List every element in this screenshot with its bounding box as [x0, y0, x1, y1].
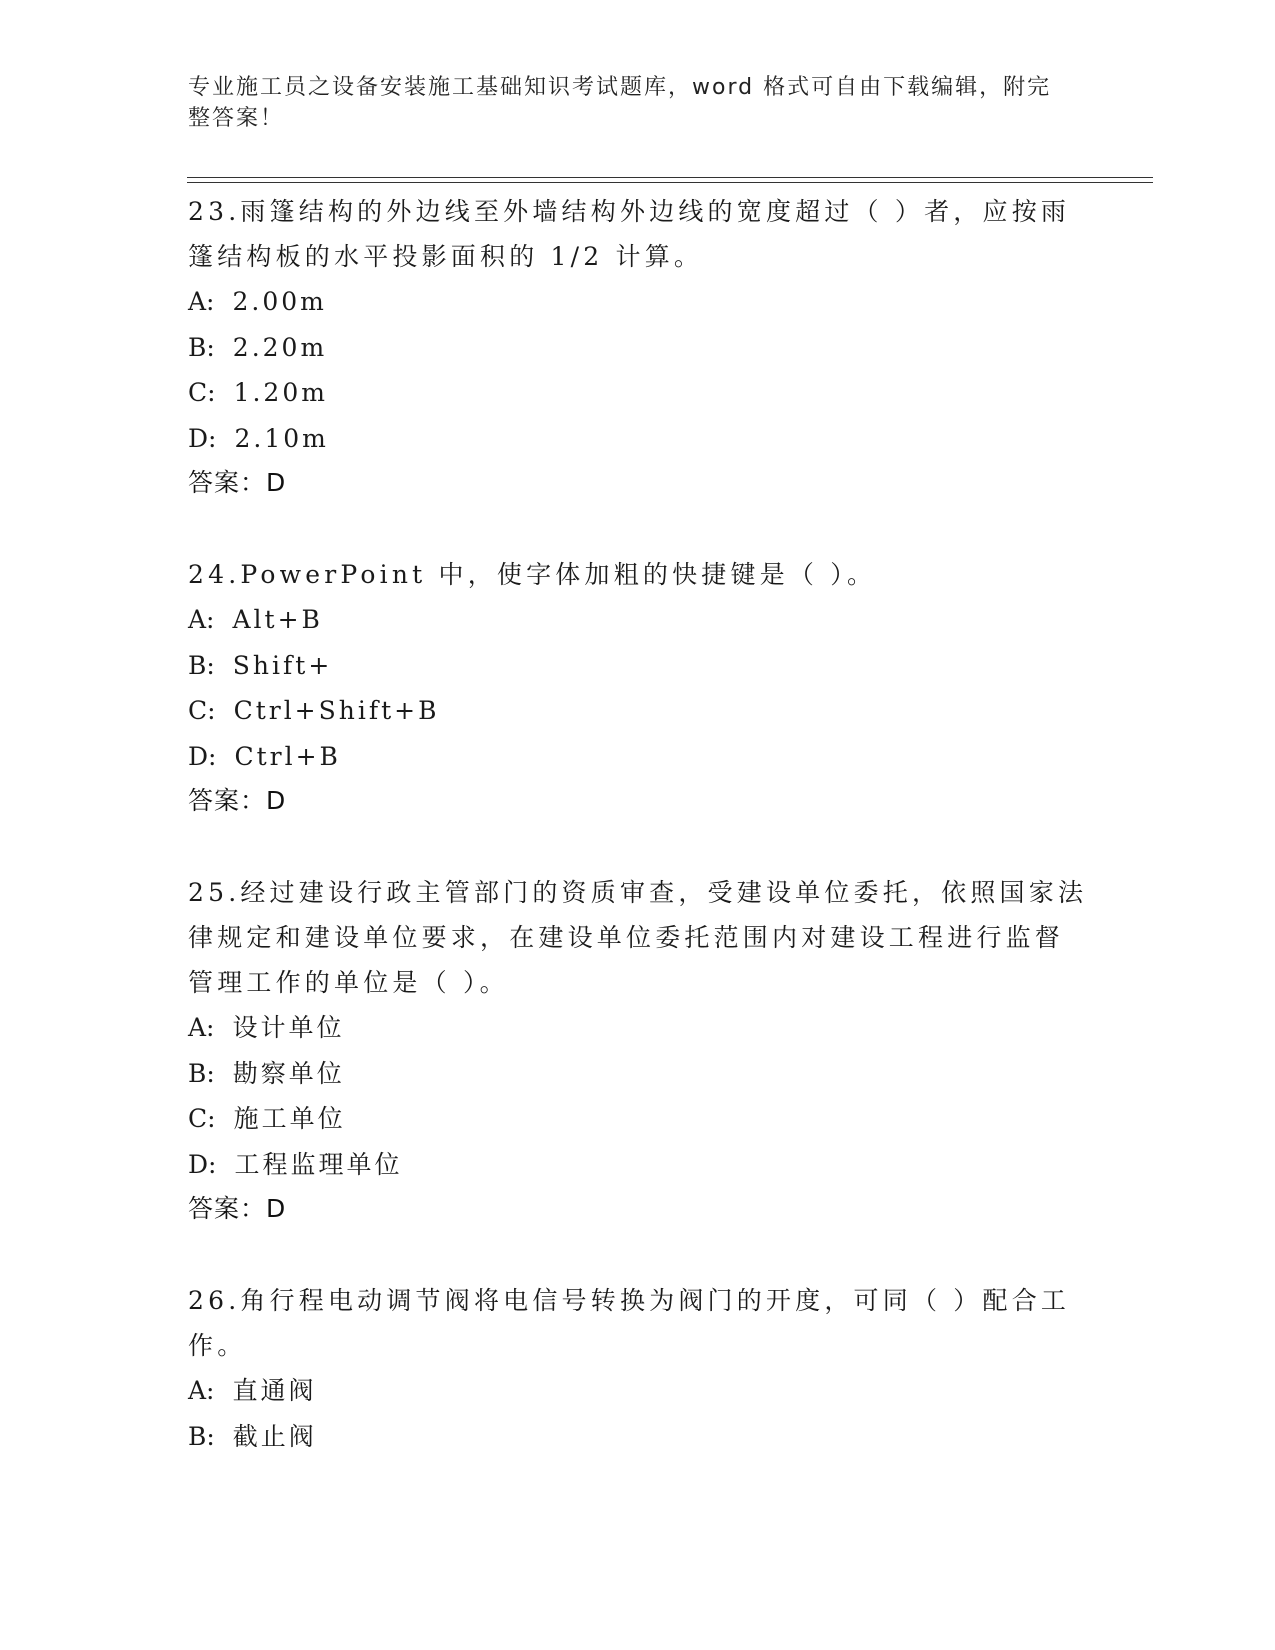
option-letter: A: [188, 1013, 215, 1042]
option-d [188, 416, 1088, 462]
question-stem: 25.经过建设行政主管部门的资质审查，受建设单位委托，依照国家法律规定和建设单位要求，在建设单位委托范围内对建设工程进行监督管理工作的单位是（ ）。 [188, 878, 1088, 997]
answer-line: 答案：D [188, 468, 287, 497]
option-text: 2.10m [234, 423, 329, 453]
answer-line: 答案：D [188, 1194, 287, 1223]
answer-line: 答案：D [188, 786, 287, 815]
option-letter: A: [188, 1376, 215, 1405]
document-header-title: 专业施工员之设备安装施工基础知识考试题库，word 格式可自由下载编辑，附完整答案！ [188, 75, 1052, 131]
question-list [188, 189, 1088, 1459]
option-letter: B: [188, 650, 215, 680]
option-letter: C: [188, 696, 216, 725]
option-letter: C: [188, 1104, 216, 1133]
option-a [188, 279, 1088, 325]
option-b [188, 1051, 1088, 1097]
option-text: 截止阀 [232, 1421, 317, 1451]
option-letter: B: [188, 332, 215, 362]
option-a [188, 597, 1088, 643]
question-26 [188, 1278, 1088, 1459]
question-25 [188, 870, 1088, 1231]
option-letter: D: [188, 423, 217, 453]
option-text: 1.20m [233, 378, 328, 407]
option-letter: B: [188, 1058, 215, 1088]
header-divider-bottom [187, 182, 1153, 183]
question-stem: 26.角行程电动调节阀将电信号转换为阀门的开度，可同（ ）配合工作。 [188, 1286, 1071, 1360]
option-b [188, 643, 1088, 689]
option-text: 工程监理单位 [234, 1149, 403, 1179]
option-d [188, 1142, 1088, 1188]
option-letter: D: [188, 741, 217, 771]
option-text: Ctrl+B [234, 741, 341, 771]
question-24 [188, 552, 1088, 823]
option-text: 2.20m [232, 332, 328, 362]
option-letter: D: [188, 1149, 217, 1179]
header-divider-top [187, 177, 1153, 178]
question-stem: 24.PowerPoint 中，使字体加粗的快捷键是（ ）。 [188, 560, 877, 589]
option-letter: A: [188, 605, 215, 634]
option-text: 2.00m [232, 287, 327, 316]
option-c [188, 370, 1088, 416]
option-text: Alt+B [232, 605, 323, 634]
option-a [188, 1005, 1088, 1051]
question-stem: 23.雨篷结构的外边线至外墙结构外边线的宽度超过（ ）者，应按雨篷结构板的水平投影面积的 1/2 计算。 [188, 197, 1071, 271]
option-text: 勘察单位 [232, 1058, 345, 1088]
option-letter: A: [188, 287, 215, 316]
option-b [188, 1414, 1088, 1460]
option-text: 直通阀 [232, 1376, 317, 1405]
option-a [188, 1368, 1088, 1414]
option-b [188, 325, 1088, 371]
option-letter: B: [188, 1421, 215, 1451]
option-d [188, 734, 1088, 780]
option-letter: C: [188, 378, 216, 407]
option-text: Shift+ [232, 650, 333, 680]
option-c [188, 1096, 1088, 1142]
option-text: Ctrl+Shift+B [233, 696, 440, 725]
option-text: 设计单位 [232, 1013, 345, 1042]
question-23 [188, 189, 1088, 505]
option-c [188, 688, 1088, 734]
option-text: 施工单位 [233, 1104, 346, 1133]
